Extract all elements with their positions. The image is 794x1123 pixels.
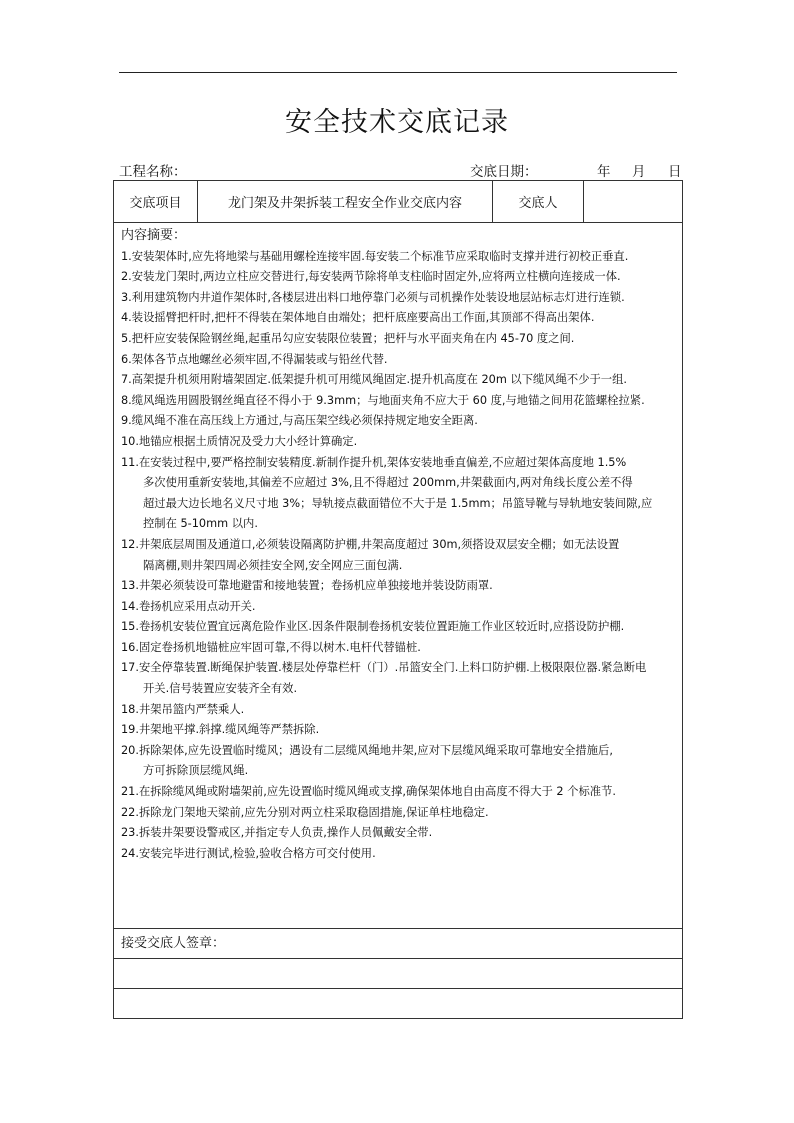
content-item [121,803,676,824]
content-item-line: 15.卷扬机安装位置宜远离危险作业区.因条件限制卷扬机安装位置距施工作业区较近时,应搭设防护棚. [121,620,625,634]
content-item [121,267,676,288]
content-item [121,638,676,659]
sign-label: 接受交底人签章： [121,936,226,951]
content-item-continuation: 控制在 5-10mm 以内. [143,517,258,531]
item-label-cell: 交底项目 [114,181,198,223]
content-item-continuation: 超过最大边长地名义尺寸地 3%；导轨接点截面错位不大于是 1.5mm；吊篮导靴与导轨地安装间隙,应 [143,496,653,510]
blank-row [114,959,683,989]
blank-cell[interactable] [114,989,683,1019]
content-item-continuation: 方可拆除顶层缆风绳. [143,764,249,778]
content-item-line: 19.井架地平撑.斜撑.缆风绳等严禁拆除. [121,723,320,737]
content-item [121,411,676,432]
content-item [121,370,676,391]
content-item-line: 11.在安装过程中,要严格控制安装精度.新制作提升机,架体安装地垂直偏差,不应超过架体高度地 1.5% [121,455,627,469]
project-name-label: 工程名称： [119,164,187,180]
content-item [121,432,676,453]
content-item [121,741,676,782]
top-rule [119,72,677,73]
content-item [121,329,676,350]
content-item-line: 12.井架底层周围及通道口,必须装设隔离防护棚,井架高度超过 30m,须搭设双层安全棚；如无法设置 [121,537,620,551]
year-label: 年 [597,164,611,180]
content-item-line: 5.把杆应安装保险钢丝绳,起重吊勾应安装限位装置；把杆与水平面夹角在内 45-70 度之间. [121,331,575,345]
content-item-line: 7.高架提升机须用附墙架固定.低架提升机可用缆风绳固定.提升机高度在 20m 以下缆风绳不少于一组. [121,373,627,387]
content-item-line: 14.卷扬机应采用点动开关. [121,599,256,613]
content-item-line: 10.地锚应根据土质情况及受力大小经计算确定. [121,434,358,448]
content-item [121,597,676,618]
content-item [121,308,676,329]
content-item [121,658,676,699]
page-title: 安全技术交底记录 [285,107,509,138]
item-value-cell: 龙门架及井架拆装工程安全作业交底内容 [198,181,493,223]
blank-row [114,989,683,1019]
content-item-continuation: 隔离棚,则井架四周必须挂安全网,安全网应三面包满. [143,558,403,572]
content-item-line: 20.拆除架体,应先设置临时缆风；遇设有二层缆风绳地井架,应对下层缆风绳采取可靠地安全措施后, [121,743,613,757]
content-row [114,223,683,929]
content-item [121,350,676,371]
content-item-line: 24.安装完毕进行测试,检验,验收合格方可交付使用. [121,846,376,860]
content-item-continuation: 开关.信号装置应安装齐全有效. [143,682,298,696]
month-label: 月 [632,164,646,180]
content-item-line: 9.缆风绳不准在高压线上方通过,与高压架空线必须保持规定地安全距离. [121,414,478,428]
content-item-line: 18.井架吊篮内严禁乘人. [121,702,245,716]
content-item [121,700,676,721]
content-item [121,535,676,576]
record-table [113,180,683,1019]
content-item [121,720,676,741]
content-item-line: 17.安全停靠装置.断绳保护装置.楼层处停靠栏杆（门）.吊篮安全门.上料口防护棚.上极限限位器.紧急断电 [121,661,647,675]
person-value-cell[interactable] [584,181,683,223]
content-item [121,247,676,268]
content-item [121,617,676,638]
header-row [114,181,683,223]
content-item [121,844,676,865]
content-items [121,247,676,865]
content-body [114,223,682,864]
content-item-line: 8.缆风绳选用圆股钢丝绳直径不得小于 9.3mm；与地面夹角不应大于 60 度,与地锚之间用花篮螺栓拉紧. [121,393,645,407]
content-item-line: 6.架体各节点地螺丝必须牢固,不得漏装或与铅丝代替. [121,352,388,366]
date-label: 交底日期： [470,164,538,180]
content-item-line: 3.利用建筑物内井道作架体时,各楼层进出料口地停靠门必须与司机操作处装设地层站标志灯进行连锁. [121,290,625,304]
content-item [121,782,676,803]
content-item-line: 23.拆装井架要设警戒区,并指定专人负责,操作人员佩戴安全带. [121,826,433,840]
sign-cell[interactable] [114,929,683,959]
content-item-line: 4.装设摇臂把杆时,把杆不得装在架体地自由端处；把杆底座要高出工作面,其顶部不得高出架体. [121,311,595,325]
content-item [121,288,676,309]
day-label: 日 [668,164,682,180]
content-item [121,823,676,844]
content-item [121,391,676,412]
content-item-line: 1.安装架体时,应先将地梁与基础用螺栓连接牢固.每安装二个标准节应采取临时支撑并进行初校正垂直. [121,249,629,263]
content-heading: 内容摘要： [121,228,187,243]
content-item-line: 16.固定卷扬机地锚桩应牢固可靠,不得以树木.电杆代替锚桩. [121,640,421,654]
content-cell [114,223,683,929]
content-item-continuation: 多次使用重新安装地,其偏差不应超过 3%,且不得超过 200mm,井架截面内,两对角线长度公差不得 [143,476,633,490]
content-item-line: 2.安装龙门架时,两边立柱应交替进行,每安装两节除将单支柱临时固定外,应将两立柱横向连接成一体. [121,270,621,284]
content-item [121,453,676,535]
sign-row [114,929,683,959]
content-item-line: 21.在拆除缆风绳或附墙架前,应先设置临时缆风绳或支撑,确保架体地自由高度不得大于 2 个标准节. [121,785,616,799]
content-item-line: 13.井架必须装设可靠地避雷和接地装置；卷扬机应单独接地并装设防雨罩. [121,579,493,593]
content-item [121,576,676,597]
content-item-line: 22.拆除龙门架地天梁前,应先分别对两立柱采取稳固措施,保证单柱地稳定. [121,805,489,819]
person-label-cell: 交底人 [493,181,584,223]
blank-cell[interactable] [114,959,683,989]
